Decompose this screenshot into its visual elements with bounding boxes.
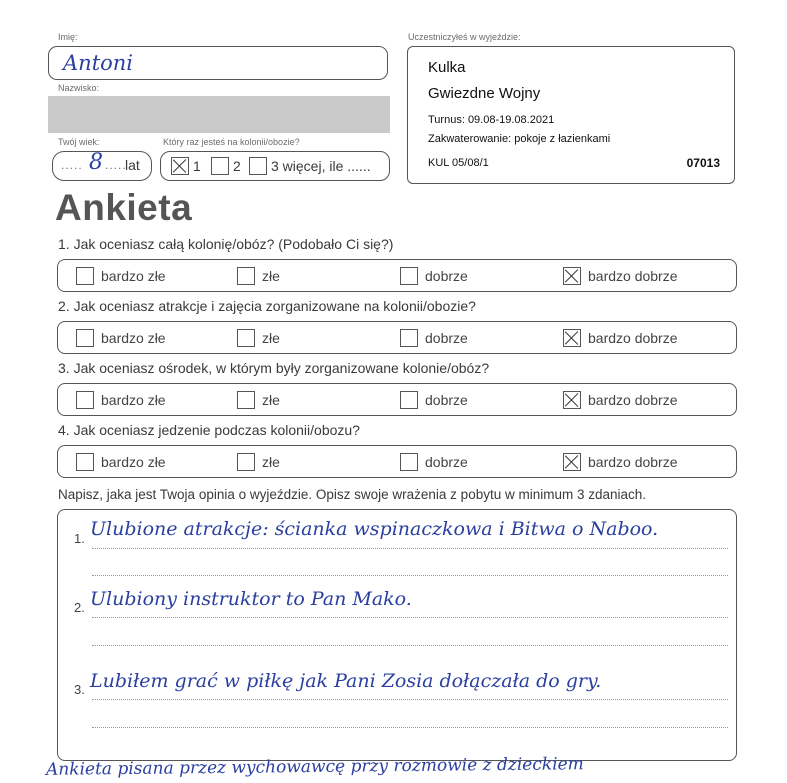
trip-turnus: Turnus: 09.08-19.08.2021	[428, 114, 555, 126]
rating-row-3	[57, 383, 737, 416]
q2-label-dobrze: dobrze	[425, 330, 468, 346]
q3-option-dobrze[interactable]	[400, 391, 468, 409]
dotted-line	[92, 645, 728, 646]
q1-checkbox-dobrze[interactable]	[400, 267, 418, 285]
trip-line-1: Kulka	[428, 59, 466, 76]
q3-label-zle: złe	[262, 392, 280, 408]
q3-label-bardzo-dobrze: bardzo dobrze	[588, 392, 678, 408]
wiek-dots-after: .....	[105, 158, 127, 172]
rating-row-1	[57, 259, 737, 292]
trip-box	[407, 46, 735, 184]
q4-option-zle[interactable]	[237, 453, 280, 471]
wiek-dots-before: .....	[61, 158, 83, 172]
question-4: 4. Jak oceniasz jedzenie podczas kolonii/obozu?	[58, 422, 360, 438]
q2-option-dobrze[interactable]	[400, 329, 468, 347]
trip-zakwaterowanie: Zakwaterowanie: pokoje z łazienkami	[428, 133, 611, 145]
raz-checkbox-3[interactable]	[249, 157, 267, 175]
q3-checkbox-bardzo-zle[interactable]	[76, 391, 94, 409]
q1-checkbox-bardzo-zle[interactable]	[76, 267, 94, 285]
q1-checkbox-bardzo-dobrze[interactable]	[563, 267, 581, 285]
q1-option-dobrze[interactable]	[400, 267, 468, 285]
raz-option-1-label: 1	[193, 158, 201, 174]
q4-checkbox-zle[interactable]	[237, 453, 255, 471]
q3-option-bardzo-zle[interactable]	[76, 391, 166, 409]
q2-label-bardzo-dobrze: bardzo dobrze	[588, 330, 678, 346]
raz-option-3-label: 3 więcej, ile ......	[271, 158, 371, 174]
q1-option-zle[interactable]	[237, 267, 280, 285]
trip-label: Uczestniczyłeś w wyjeździe:	[408, 32, 521, 42]
q1-option-bardzo-zle[interactable]	[76, 267, 166, 285]
trip-number: 07013	[686, 156, 720, 170]
q4-label-dobrze: dobrze	[425, 454, 468, 470]
dotted-line	[92, 699, 728, 700]
opinion-box[interactable]	[57, 509, 737, 761]
dotted-line	[92, 727, 728, 728]
trip-code: KUL 05/08/1	[428, 157, 489, 169]
q4-checkbox-bardzo-dobrze[interactable]	[563, 453, 581, 471]
q2-label-bardzo-zle: bardzo złe	[101, 330, 166, 346]
trip-line-2: Gwiezdne Wojny	[428, 85, 541, 102]
q1-checkbox-zle[interactable]	[237, 267, 255, 285]
q1-label-dobrze: dobrze	[425, 268, 468, 284]
q1-label-bardzo-zle: bardzo złe	[101, 268, 166, 284]
wiek-unit: lat	[125, 157, 140, 173]
answer-2-number: 2.	[74, 600, 85, 615]
q4-label-bardzo-dobrze: bardzo dobrze	[588, 454, 678, 470]
q3-checkbox-dobrze[interactable]	[400, 391, 418, 409]
rating-row-2	[57, 321, 737, 354]
answer-1-number: 1.	[74, 531, 85, 546]
q2-option-bardzo-zle[interactable]	[76, 329, 166, 347]
wiek-field[interactable]	[52, 151, 152, 181]
question-3: 3. Jak oceniasz ośrodek, w którym były zorganizowane kolonie/obóz?	[58, 360, 490, 376]
nazwisko-redacted	[48, 96, 390, 133]
q2-checkbox-zle[interactable]	[237, 329, 255, 347]
q3-checkbox-bardzo-dobrze[interactable]	[563, 391, 581, 409]
opinion-prompt: Napisz, jaka jest Twoja opinia o wyjeździe. Opisz swoje wrażenia z pobytu w minimum 3 zdaniach.	[58, 487, 647, 502]
q3-option-zle[interactable]	[237, 391, 280, 409]
raz-label: Który raz jesteś na kolonii/obozie?	[163, 137, 300, 147]
answer-1-text: Ulubione atrakcje: ścianka wspinaczkowa i Bitwa o Naboo.	[90, 518, 659, 540]
q4-option-dobrze[interactable]	[400, 453, 468, 471]
answer-3-text: Lubiłem grać w piłkę jak Pani Zosia dołączała do gry.	[90, 670, 602, 692]
q2-option-bardzo-dobrze[interactable]	[563, 329, 678, 347]
dotted-line	[92, 575, 728, 576]
imie-field[interactable]	[48, 46, 388, 80]
rating-row-4	[57, 445, 737, 478]
q3-option-bardzo-dobrze[interactable]	[563, 391, 678, 409]
q3-checkbox-zle[interactable]	[237, 391, 255, 409]
raz-field[interactable]	[160, 151, 390, 181]
nazwisko-label: Nazwisko:	[58, 83, 100, 93]
q2-checkbox-bardzo-zle[interactable]	[76, 329, 94, 347]
wiek-label: Twój wiek:	[58, 137, 100, 147]
question-2: 2. Jak oceniasz atrakcje i zajęcia zorganizowane na kolonii/obozie?	[58, 298, 476, 314]
q4-label-zle: złe	[262, 454, 280, 470]
answer-3-number: 3.	[74, 682, 85, 697]
q2-label-zle: złe	[262, 330, 280, 346]
dotted-line	[92, 617, 728, 618]
q2-checkbox-dobrze[interactable]	[400, 329, 418, 347]
footer-note: Ankieta pisana przez wychowawcę przy rozmowie z dzieckiem	[45, 754, 584, 780]
q4-label-bardzo-zle: bardzo złe	[101, 454, 166, 470]
raz-option-2[interactable]	[211, 157, 241, 175]
dotted-line	[92, 548, 728, 549]
raz-checkbox-1[interactable]	[171, 157, 189, 175]
q2-checkbox-bardzo-dobrze[interactable]	[563, 329, 581, 347]
q2-option-zle[interactable]	[237, 329, 280, 347]
q4-option-bardzo-zle[interactable]	[76, 453, 166, 471]
q4-checkbox-dobrze[interactable]	[400, 453, 418, 471]
question-1: 1. Jak oceniasz całą kolonię/obóz? (Podobało Ci się?)	[58, 236, 394, 252]
raz-option-1[interactable]	[171, 157, 201, 175]
q1-option-bardzo-dobrze[interactable]	[563, 267, 678, 285]
imie-value: Antoni	[63, 51, 134, 75]
raz-checkbox-2[interactable]	[211, 157, 229, 175]
q3-label-bardzo-zle: bardzo złe	[101, 392, 166, 408]
answer-2-text: Ulubiony instruktor to Pan Mako.	[90, 588, 412, 610]
q1-label-zle: złe	[262, 268, 280, 284]
wiek-value: 8	[89, 150, 103, 175]
q3-label-dobrze: dobrze	[425, 392, 468, 408]
q1-label-bardzo-dobrze: bardzo dobrze	[588, 268, 678, 284]
page-title: Ankieta	[55, 187, 193, 228]
imie-label: Imię:	[58, 32, 78, 42]
q4-option-bardzo-dobrze[interactable]	[563, 453, 678, 471]
raz-option-2-label: 2	[233, 158, 241, 174]
q4-checkbox-bardzo-zle[interactable]	[76, 453, 94, 471]
raz-option-3[interactable]	[249, 157, 371, 175]
